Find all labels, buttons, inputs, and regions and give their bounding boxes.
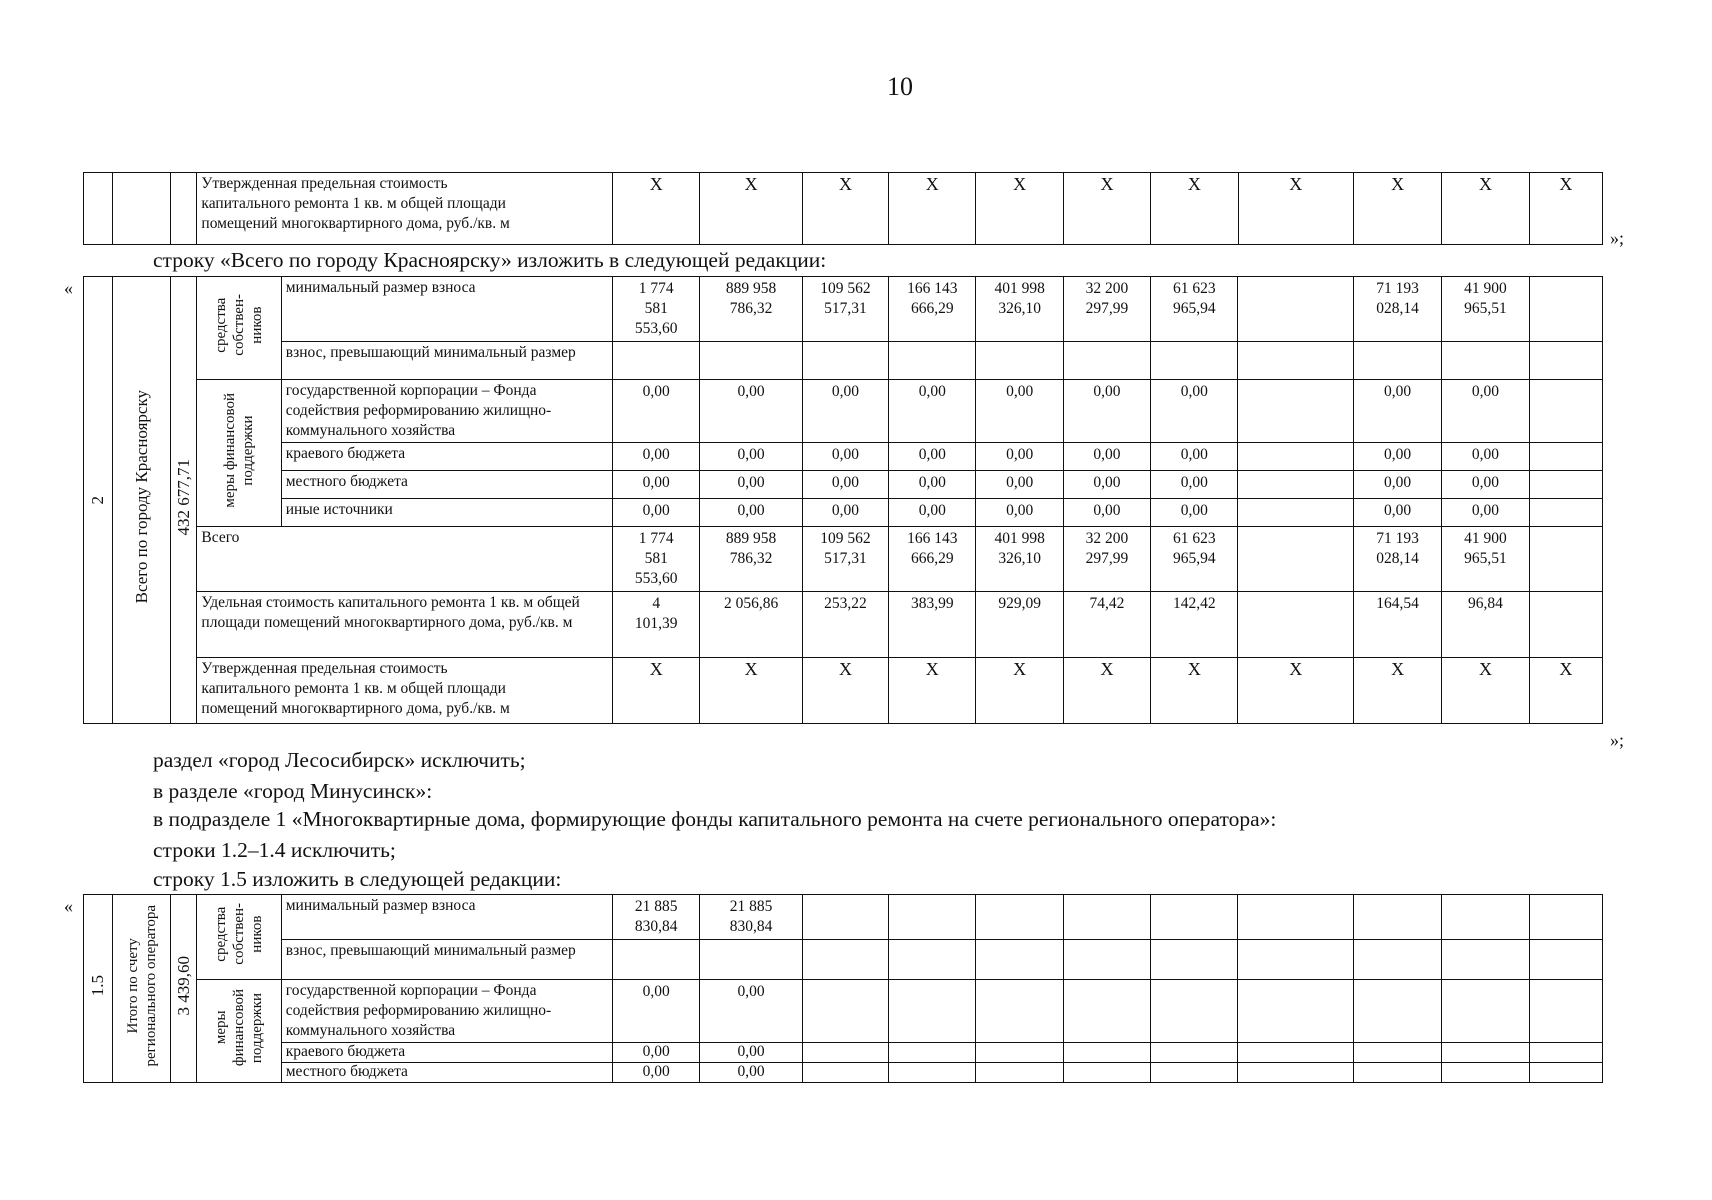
value-cell xyxy=(1353,895,1441,940)
value-cell: 4 101,39 xyxy=(613,592,700,658)
value-cell: 0,00 xyxy=(700,443,802,471)
cell xyxy=(171,173,197,245)
value-cell: 0,00 xyxy=(976,443,1063,471)
value-cell: 0,00 xyxy=(976,471,1063,499)
row-label: государственной корпорации – Фонда содействия реформированию жилищно-коммунального хозяйства xyxy=(281,980,612,1043)
value-cell: 71 193 028,14 xyxy=(1353,277,1441,342)
value-cell: 21 885 830,84 xyxy=(700,895,802,940)
value-cell xyxy=(1063,895,1150,940)
row-label: государственной корпорации – Фонда содействия реформированию жилищно-коммунального хозяйства xyxy=(281,380,612,443)
value-cell: 0,00 xyxy=(1442,471,1529,499)
value-cell xyxy=(1151,1063,1238,1083)
row-number-text: 1.5 xyxy=(88,974,108,997)
value-cell: 0,00 xyxy=(1151,499,1238,527)
value-cell xyxy=(889,895,976,940)
row-label: минимальный размер взноса xyxy=(281,277,612,342)
row-number xyxy=(84,277,113,724)
value-cell xyxy=(1238,380,1353,443)
financial-support-group xyxy=(197,980,281,1083)
x-mark: X xyxy=(700,173,802,245)
value-cell xyxy=(1063,342,1150,380)
cell xyxy=(113,173,171,245)
value-cell xyxy=(1529,471,1602,499)
value-cell xyxy=(1238,940,1353,980)
value-cell xyxy=(1529,1063,1602,1083)
value-cell xyxy=(889,342,976,380)
value-cell xyxy=(1238,592,1353,658)
instruction-text: строку 1.5 изложить в следующей редакции: xyxy=(153,867,562,891)
table-row xyxy=(84,940,1603,980)
value-cell xyxy=(1063,1063,1150,1083)
value-cell: 0,00 xyxy=(700,980,802,1043)
value-cell xyxy=(802,940,888,980)
row-area xyxy=(171,895,197,1083)
owners-funds-group-text: средства собствен- ников xyxy=(213,294,266,356)
value-cell: 0,00 xyxy=(613,443,700,471)
value-cell: 1 774 581 553,60 xyxy=(613,527,700,592)
value-cell: 1 774 581 553,60 xyxy=(613,277,700,342)
value-cell: 61 623 965,94 xyxy=(1151,277,1238,342)
value-cell xyxy=(1442,895,1529,940)
value-cell xyxy=(1529,980,1602,1043)
value-cell xyxy=(802,1043,888,1063)
x-mark: X xyxy=(976,658,1063,724)
row-label: Утвержденная предельная стоимость капитального ремонта 1 кв. м общей площади помещений многоквартирного дома, руб./кв. м xyxy=(197,658,613,724)
value-cell: 0,00 xyxy=(889,499,976,527)
value-cell: 0,00 xyxy=(1442,499,1529,527)
value-cell xyxy=(700,940,802,980)
row-label: краевого бюджета xyxy=(281,443,612,471)
top-table xyxy=(83,172,1603,245)
x-mark: X xyxy=(889,173,976,245)
x-mark: X xyxy=(613,173,700,245)
row-label: местного бюджета xyxy=(281,471,612,499)
value-cell xyxy=(802,980,888,1043)
row-label: Утвержденная предельная стоимость капитального ремонта 1 кв. м общей площади помещений многоквартирного дома, руб./кв. м xyxy=(197,173,613,245)
value-cell xyxy=(1529,592,1602,658)
value-cell: 0,00 xyxy=(613,499,700,527)
value-cell: 2 056,86 xyxy=(700,592,802,658)
value-cell: 0,00 xyxy=(700,1043,802,1063)
x-mark: X xyxy=(976,173,1063,245)
instruction-text: в разделе «город Минусинск»: xyxy=(153,779,433,803)
instruction-text: строки 1.2–1.4 исключить; xyxy=(153,838,396,862)
cell xyxy=(84,173,113,245)
value-cell xyxy=(889,980,976,1043)
value-cell: 0,00 xyxy=(613,1043,700,1063)
value-cell: 166 143 666,29 xyxy=(889,277,976,342)
row-label: взнос, превышающий минимальный размер xyxy=(281,342,612,380)
value-cell: 889 958 786,32 xyxy=(700,277,802,342)
value-cell: 0,00 xyxy=(1063,471,1150,499)
value-cell xyxy=(802,1063,888,1083)
minusinsk-table xyxy=(83,894,1603,1083)
value-cell: 0,00 xyxy=(889,443,976,471)
owners-funds-group-text: средства собствен- ников xyxy=(213,903,266,965)
value-cell xyxy=(889,1063,976,1083)
value-cell: 96,84 xyxy=(1442,592,1529,658)
value-cell xyxy=(1353,1043,1441,1063)
value-cell: 383,99 xyxy=(889,592,976,658)
row-label: местного бюджета xyxy=(281,1063,612,1083)
value-cell: 0,00 xyxy=(802,499,888,527)
value-cell: 74,42 xyxy=(1063,592,1150,658)
row-number xyxy=(84,895,113,1083)
value-cell xyxy=(1529,940,1602,980)
value-cell xyxy=(1353,940,1441,980)
value-cell xyxy=(1151,940,1238,980)
value-cell: 0,00 xyxy=(1353,499,1441,527)
value-cell xyxy=(976,1063,1063,1083)
value-cell: 0,00 xyxy=(976,499,1063,527)
x-mark: X xyxy=(1442,173,1529,245)
row-label: краевого бюджета xyxy=(281,1043,612,1063)
x-mark: X xyxy=(1529,173,1602,245)
value-cell: 71 193 028,14 xyxy=(1353,527,1441,592)
value-cell xyxy=(1353,1063,1441,1083)
table-row xyxy=(84,380,1603,443)
value-cell: 142,42 xyxy=(1151,592,1238,658)
value-cell: 0,00 xyxy=(1063,380,1150,443)
value-cell xyxy=(889,940,976,980)
value-cell: 0,00 xyxy=(889,380,976,443)
value-cell: 0,00 xyxy=(1353,380,1441,443)
table-row xyxy=(84,1063,1603,1083)
x-mark: X xyxy=(613,658,700,724)
value-cell xyxy=(1442,1043,1529,1063)
value-cell: 0,00 xyxy=(700,471,802,499)
value-cell xyxy=(1063,980,1150,1043)
x-mark: X xyxy=(889,658,976,724)
value-cell: 109 562 517,31 xyxy=(802,527,888,592)
value-cell: 929,09 xyxy=(976,592,1063,658)
table-row xyxy=(84,658,1603,724)
value-cell: 21 885 830,84 xyxy=(613,895,700,940)
value-cell xyxy=(1063,1043,1150,1063)
value-cell: 41 900 965,51 xyxy=(1442,527,1529,592)
value-cell: 0,00 xyxy=(976,380,1063,443)
value-cell: 164,54 xyxy=(1353,592,1441,658)
value-cell xyxy=(1238,895,1353,940)
x-mark: X xyxy=(1238,658,1353,724)
row-area-text: 3 439,60 xyxy=(173,955,193,1016)
value-cell: 0,00 xyxy=(1151,443,1238,471)
value-cell: 0,00 xyxy=(1151,380,1238,443)
value-cell xyxy=(976,940,1063,980)
value-cell xyxy=(1151,895,1238,940)
x-mark: X xyxy=(1529,658,1602,724)
value-cell: 0,00 xyxy=(1353,443,1441,471)
owners-funds-group xyxy=(197,895,281,980)
row-area xyxy=(171,277,197,724)
row-area-text: 432 677,71 xyxy=(173,458,193,536)
financial-support-group xyxy=(197,380,281,527)
value-cell xyxy=(1529,443,1602,471)
table-row xyxy=(84,499,1603,527)
value-cell xyxy=(1238,527,1353,592)
value-cell xyxy=(1442,980,1529,1043)
value-cell xyxy=(1151,980,1238,1043)
value-cell xyxy=(1529,895,1602,940)
x-mark: X xyxy=(1063,173,1150,245)
value-cell xyxy=(613,940,700,980)
owners-funds-group xyxy=(197,277,281,380)
value-cell xyxy=(1238,342,1353,380)
value-cell: 0,00 xyxy=(889,471,976,499)
value-cell: 0,00 xyxy=(700,1063,802,1083)
instruction-text: раздел «город Лесосибирск» исключить; xyxy=(153,748,526,772)
value-cell xyxy=(1442,1063,1529,1083)
x-mark: X xyxy=(1151,658,1238,724)
row-name-text: Итого по счету регионального оператора xyxy=(124,904,159,1067)
value-cell: 0,00 xyxy=(1063,499,1150,527)
page-number: 10 xyxy=(887,72,913,101)
value-cell: 253,22 xyxy=(802,592,888,658)
value-cell xyxy=(976,1043,1063,1063)
value-cell xyxy=(1238,443,1353,471)
value-cell: 0,00 xyxy=(613,1063,700,1083)
value-cell: 0,00 xyxy=(613,980,700,1043)
value-cell xyxy=(1151,342,1238,380)
opening-quote: « xyxy=(64,278,73,298)
closing-quote: »; xyxy=(1610,730,1625,750)
row-label: Удельная стоимость капитального ремонта 1 кв. м общей площади помещений многоквартирного дома, руб./кв. м xyxy=(197,592,613,658)
value-cell xyxy=(1529,277,1602,342)
value-cell xyxy=(613,342,700,380)
instruction-text: в подразделе 1 «Многоквартирные дома, формирующие фонды капитального ремонта на счете регионального оператора»: xyxy=(153,807,1277,831)
value-cell xyxy=(1238,471,1353,499)
x-mark: X xyxy=(1353,173,1441,245)
x-mark: X xyxy=(1442,658,1529,724)
table-row xyxy=(84,443,1603,471)
closing-quote: »; xyxy=(1610,228,1625,248)
value-cell xyxy=(700,342,802,380)
value-cell: 889 958 786,32 xyxy=(700,527,802,592)
value-cell xyxy=(1238,499,1353,527)
instruction-text: строку «Всего по городу Красноярску» изложить в следующей редакции: xyxy=(153,248,827,272)
value-cell xyxy=(802,895,888,940)
value-cell xyxy=(1353,980,1441,1043)
value-cell: 0,00 xyxy=(1442,380,1529,443)
value-cell: 0,00 xyxy=(613,471,700,499)
row-name xyxy=(113,277,171,724)
value-cell: 32 200 297,99 xyxy=(1063,277,1150,342)
row-label: минимальный размер взноса xyxy=(281,895,612,940)
value-cell: 166 143 666,29 xyxy=(889,527,976,592)
value-cell: 0,00 xyxy=(1353,471,1441,499)
value-cell: 401 998 326,10 xyxy=(976,527,1063,592)
table-row xyxy=(84,1043,1603,1063)
value-cell xyxy=(802,342,888,380)
row-label: Всего xyxy=(197,527,613,592)
value-cell xyxy=(1529,342,1602,380)
value-cell: 41 900 965,51 xyxy=(1442,277,1529,342)
x-mark: X xyxy=(1238,173,1353,245)
value-cell: 0,00 xyxy=(1151,471,1238,499)
krasnoyarsk-table xyxy=(83,276,1603,724)
value-cell xyxy=(889,1043,976,1063)
table-row xyxy=(84,895,1603,940)
value-cell xyxy=(1442,940,1529,980)
table-row xyxy=(84,342,1603,380)
value-cell: 0,00 xyxy=(802,443,888,471)
financial-support-group-text: меры финансовой поддержки xyxy=(222,392,257,508)
value-cell: 0,00 xyxy=(1063,443,1150,471)
value-cell: 0,00 xyxy=(1442,443,1529,471)
row-name xyxy=(113,895,171,1083)
row-label: взнос, превышающий минимальный размер xyxy=(281,940,612,980)
value-cell: 0,00 xyxy=(700,499,802,527)
value-cell xyxy=(1529,380,1602,443)
value-cell xyxy=(1238,980,1353,1043)
value-cell xyxy=(1238,1063,1353,1083)
row-name-text: Всего по городу Красноярску xyxy=(131,390,151,604)
x-mark: X xyxy=(1151,173,1238,245)
table-row xyxy=(84,527,1603,592)
opening-quote: « xyxy=(64,896,73,916)
table-row xyxy=(84,471,1603,499)
value-cell: 109 562 517,31 xyxy=(802,277,888,342)
value-cell xyxy=(976,980,1063,1043)
value-cell: 0,00 xyxy=(802,471,888,499)
value-cell: 0,00 xyxy=(613,380,700,443)
row-number-text: 2 xyxy=(88,495,108,504)
x-mark: X xyxy=(802,173,888,245)
value-cell xyxy=(1529,499,1602,527)
value-cell xyxy=(1529,527,1602,592)
row-label: иные источники xyxy=(281,499,612,527)
value-cell: 61 623 965,94 xyxy=(1151,527,1238,592)
value-cell: 0,00 xyxy=(802,380,888,443)
value-cell xyxy=(1353,342,1441,380)
x-mark: X xyxy=(700,658,802,724)
x-mark: X xyxy=(802,658,888,724)
value-cell xyxy=(1529,1043,1602,1063)
table-row xyxy=(84,592,1603,658)
value-cell: 0,00 xyxy=(700,380,802,443)
value-cell xyxy=(1238,277,1353,342)
value-cell xyxy=(1063,940,1150,980)
value-cell xyxy=(1442,342,1529,380)
value-cell: 401 998 326,10 xyxy=(976,277,1063,342)
x-mark: X xyxy=(1353,658,1441,724)
value-cell xyxy=(1238,1043,1353,1063)
financial-support-group-text: меры финансовой поддержки xyxy=(213,989,266,1067)
table-row xyxy=(84,277,1603,342)
value-cell xyxy=(976,895,1063,940)
x-mark: X xyxy=(1063,658,1150,724)
value-cell xyxy=(976,342,1063,380)
value-cell xyxy=(1151,1043,1238,1063)
table-row xyxy=(84,980,1603,1043)
value-cell: 32 200 297,99 xyxy=(1063,527,1150,592)
